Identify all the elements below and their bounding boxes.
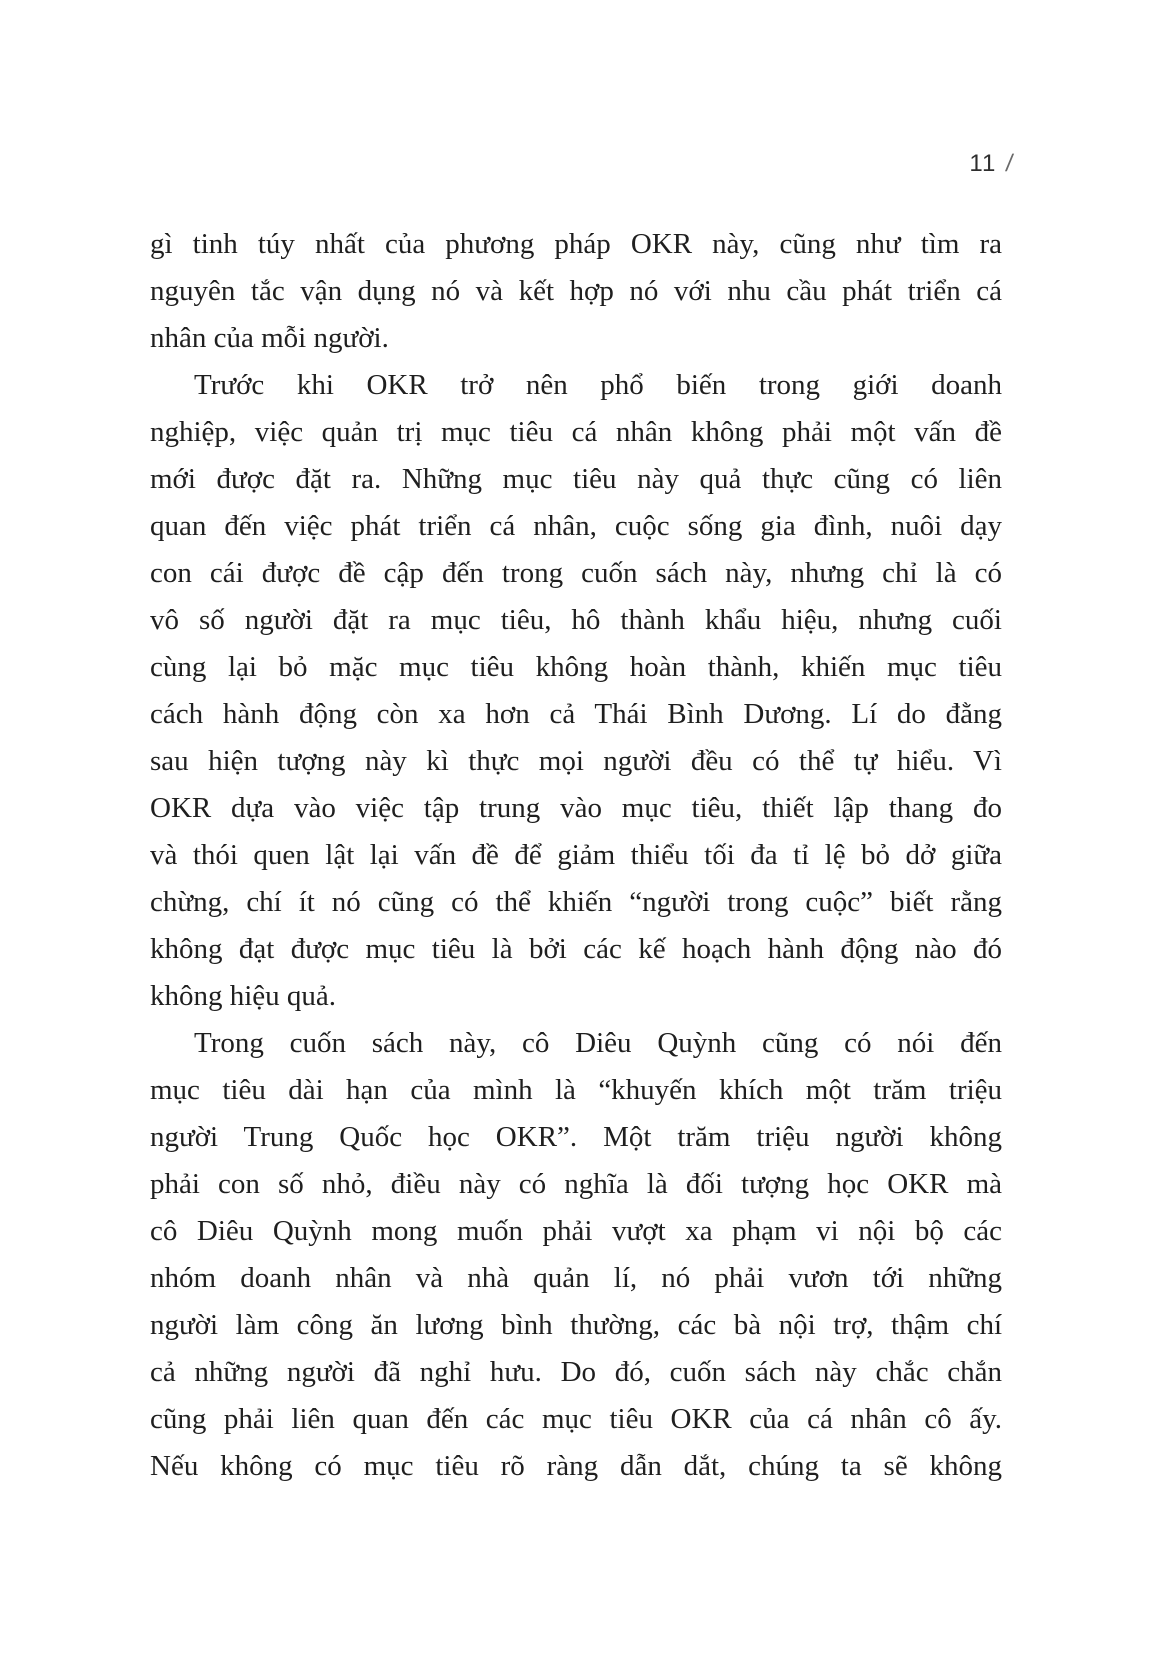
text-line: người Trung Quốc học OKR”. Một trăm triệu người không — [150, 1121, 1002, 1153]
text-line: mới được đặt ra. Những mục tiêu này quả thực cũng có liên — [150, 463, 1002, 495]
text-line: cô Diêu Quỳnh mong muốn phải vượt xa phạm vi nội bộ các — [150, 1215, 1002, 1247]
paragraph — [150, 362, 1002, 1020]
page-number-value: 11 — [969, 150, 997, 177]
text-line: cũng phải liên quan đến các mục tiêu OKR của cá nhân cô ấy. — [150, 1403, 1002, 1435]
text-line: Nếu không có mục tiêu rõ ràng dẫn dắt, chúng ta sẽ không — [150, 1450, 1002, 1482]
text-line: nguyên tắc vận dụng nó và kết hợp nó với nhu cầu phát triển cá — [150, 275, 1002, 307]
paragraph — [150, 1020, 1002, 1490]
paragraph — [150, 221, 1002, 362]
text-line: OKR dựa vào việc tập trung vào mục tiêu, thiết lập thang đo — [150, 792, 1002, 824]
text-line: quan đến việc phát triển cá nhân, cuộc sống gia đình, nuôi dạy — [150, 510, 1002, 542]
text-line: không đạt được mục tiêu là bởi các kế hoạch hành động nào đó — [150, 933, 1002, 965]
text-line: người làm công ăn lương bình thường, các bà nội trợ, thậm chí — [150, 1309, 1002, 1341]
text-line: nghiệp, việc quản trị mục tiêu cá nhân không phải một vấn đề — [150, 416, 1002, 448]
text-line: Trong cuốn sách này, cô Diêu Quỳnh cũng có nói đến — [194, 1027, 1002, 1059]
text-line: con cái được đề cập đến trong cuốn sách này, nhưng chỉ là có — [150, 557, 1002, 589]
text-line: gì tinh túy nhất của phương pháp OKR này, cũng như tìm ra — [150, 228, 1002, 260]
text-line: sau hiện tượng này kì thực mọi người đều có thể tự hiểu. Vì — [150, 745, 1002, 777]
text-line: cả những người đã nghỉ hưu. Do đó, cuốn sách này chắc chắn — [150, 1356, 1002, 1388]
text-line: phải con số nhỏ, điều này có nghĩa là đối tượng học OKR mà — [150, 1168, 1002, 1200]
text-line: nhóm doanh nhân và nhà quản lí, nó phải vươn tới những — [150, 1262, 1002, 1294]
page-number-slash: / — [1004, 150, 1016, 177]
body-text — [150, 221, 1002, 1490]
text-line: nhân của mỗi người. — [150, 322, 389, 354]
text-line: cách hành động còn xa hơn cả Thái Bình Dương. Lí do đằng — [150, 698, 1002, 730]
text-line: chừng, chí ít nó cũng có thể khiến “người trong cuộc” biết rằng — [150, 886, 1002, 918]
page-number — [969, 150, 1014, 178]
text-line: cùng lại bỏ mặc mục tiêu không hoàn thành, khiến mục tiêu — [150, 651, 1002, 683]
text-line: vô số người đặt ra mục tiêu, hô thành khẩu hiệu, nhưng cuối — [150, 604, 1002, 636]
text-line: không hiệu quả. — [150, 980, 337, 1012]
text-line: và thói quen lật lại vấn đề để giảm thiểu tối đa tỉ lệ bỏ dở giữa — [150, 839, 1002, 871]
text-line: mục tiêu dài hạn của mình là “khuyến khích một trăm triệu — [150, 1074, 1002, 1106]
text-line: Trước khi OKR trở nên phổ biến trong giới doanh — [194, 369, 1002, 401]
